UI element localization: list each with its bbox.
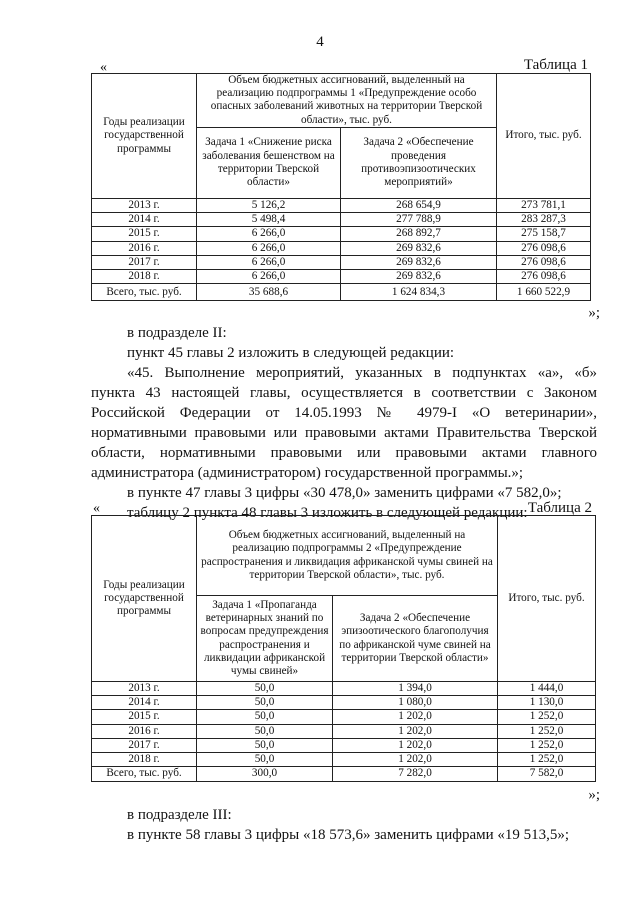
total-cell: 1 252,0: [498, 753, 596, 767]
table-row: [92, 724, 596, 738]
task2-cell: 7 282,0: [333, 767, 498, 781]
table2: [91, 515, 596, 782]
year-cell: 2018 г.: [92, 753, 197, 767]
table-row: [92, 738, 596, 752]
task2-cell: 1 080,0: [333, 696, 498, 710]
total-cell: 1 444,0: [498, 682, 596, 696]
task1-cell: 50,0: [197, 710, 333, 724]
table2-header-task1: Задача 1 «Пропаганда ветеринарных знаний по вопросам предупреждения распространения и ликвидации африканской чумы свиней»: [197, 596, 333, 682]
task2-cell: 268 654,9: [341, 198, 497, 212]
year-cell: 2015 г.: [92, 227, 197, 241]
task1-cell: 5 126,2: [197, 198, 341, 212]
year-cell: 2016 г.: [92, 724, 197, 738]
table-row: [92, 269, 591, 283]
task1-cell: 6 266,0: [197, 269, 341, 283]
total-cell: 275 158,7: [497, 227, 591, 241]
item45-line-6: администратора (администратором) государственной программы.»;: [91, 465, 524, 481]
subsection-iii: в подразделе III:: [127, 807, 232, 823]
task1-cell: 6 266,0: [197, 227, 341, 241]
table1-open-quote: «: [100, 60, 107, 75]
task1-cell: 6 266,0: [197, 241, 341, 255]
table1-header-total: Итого, тыс. руб.: [497, 74, 591, 199]
year-cell: 2017 г.: [92, 255, 197, 269]
total-cell: 276 098,6: [497, 255, 591, 269]
item45-line-4: нормативными правовыми или правовыми актами Правительства Тверской: [91, 425, 597, 441]
task1-cell: 6 266,0: [197, 255, 341, 269]
year-cell: 2018 г.: [92, 269, 197, 283]
task1-cell: 300,0: [197, 767, 333, 781]
table-row: [92, 753, 596, 767]
table1: [91, 73, 591, 301]
table1-close-quote: »;: [588, 305, 600, 321]
total-cell: 1 252,0: [498, 724, 596, 738]
item45-line-1: «45. Выполнение мероприятий, указанных в подпунктах «а», «б»: [127, 365, 597, 381]
task2-cell: 1 202,0: [333, 724, 498, 738]
total-cell: 273 781,1: [497, 198, 591, 212]
subsection-ii: в подразделе II:: [127, 325, 227, 341]
table-row: [92, 696, 596, 710]
task2-cell: 269 832,6: [341, 269, 497, 283]
table-row: [92, 255, 591, 269]
table1-header-main: Объем бюджетных ассигнований, выделенный на реализацию подпрограммы 1 «Предупреждение особо опасных заболеваний животных на территории Тверской области», тыс. руб.: [197, 74, 497, 128]
year-cell: 2015 г.: [92, 710, 197, 724]
table-row-total: [92, 284, 591, 301]
item45-line-5: области, нормативными правовыми или правовыми актами главного: [91, 445, 597, 461]
table2-close-quote: »;: [588, 787, 600, 803]
table2-caption: Таблица 2: [527, 500, 592, 516]
total-cell: 276 098,6: [497, 269, 591, 283]
table2-open-quote: «: [93, 501, 100, 516]
task2-cell: 1 202,0: [333, 753, 498, 767]
table-row: [92, 227, 591, 241]
task1-cell: 50,0: [197, 724, 333, 738]
table2-header-main: Объем бюджетных ассигнований, выделенный на реализацию подпрограммы 2 «Предупреждение распространения и ликвидация африканской чумы свиней на территории Тверской области», тыс. руб.: [197, 516, 498, 596]
year-cell: Всего, тыс. руб.: [92, 284, 197, 301]
year-cell: 2014 г.: [92, 213, 197, 227]
task2-cell: 1 624 834,3: [341, 284, 497, 301]
task2-cell: 1 394,0: [333, 682, 498, 696]
total-cell: 1 660 522,9: [497, 284, 591, 301]
year-cell: 2014 г.: [92, 696, 197, 710]
task1-cell: 50,0: [197, 738, 333, 752]
task1-cell: 50,0: [197, 682, 333, 696]
total-cell: 1 252,0: [498, 738, 596, 752]
item45-line-2: пункта 43 настоящей главы, осуществляется в соответствии с Законом: [91, 385, 597, 401]
table1-header-task2: Задача 2 «Обеспечение проведения противоэпизоотических мероприятий»: [341, 127, 497, 198]
task1-cell: 5 498,4: [197, 213, 341, 227]
item58: в пункте 58 главы 3 цифры «18 573,6» заменить цифрами «19 513,5»;: [127, 827, 570, 843]
table-row: [92, 682, 596, 696]
table-row: [92, 710, 596, 724]
task2-cell: 269 832,6: [341, 255, 497, 269]
year-cell: 2017 г.: [92, 738, 197, 752]
task2-cell: 268 892,7: [341, 227, 497, 241]
task1-cell: 35 688,6: [197, 284, 341, 301]
task1-cell: 50,0: [197, 696, 333, 710]
task2-cell: 1 202,0: [333, 738, 498, 752]
table2-header-years: Годы реализации государственной программы: [92, 516, 197, 682]
total-cell: 283 287,3: [497, 213, 591, 227]
year-cell: 2016 г.: [92, 241, 197, 255]
table-row: [92, 241, 591, 255]
table2-header-task2: Задача 2 «Обеспечение эпизоотического благополучия по африканской чуме свиней на территории Тверской области»: [333, 596, 498, 682]
total-cell: 1 252,0: [498, 710, 596, 724]
table-row: [92, 213, 591, 227]
page-number: 4: [316, 34, 324, 50]
task2-cell: 277 788,9: [341, 213, 497, 227]
task2-cell: 269 832,6: [341, 241, 497, 255]
task1-cell: 50,0: [197, 753, 333, 767]
item45-line-3: Российской Федерации от 14.05.1993 № 4979-I «О ветеринарии»,: [91, 405, 597, 421]
year-cell: Всего, тыс. руб.: [92, 767, 197, 781]
table2-header-total: Итого, тыс. руб.: [498, 516, 596, 682]
table1-header-years: Годы реализации государственной программы: [92, 74, 197, 199]
item45-intro: пункт 45 главы 2 изложить в следующей редакции:: [127, 345, 455, 361]
table-row-total: [92, 767, 596, 781]
year-cell: 2013 г.: [92, 682, 197, 696]
item48: таблицу 2 пункта 48 главы 3 изложить в следующей редакции:: [127, 505, 528, 521]
table1-header-task1: Задача 1 «Снижение риска заболевания бешенством на территории Тверской области»: [197, 127, 341, 198]
table1-caption: Таблица 1: [523, 57, 588, 73]
total-cell: 7 582,0: [498, 767, 596, 781]
total-cell: 1 130,0: [498, 696, 596, 710]
total-cell: 276 098,6: [497, 241, 591, 255]
table-row: [92, 198, 591, 212]
item47: в пункте 47 главы 3 цифры «30 478,0» заменить цифрами «7 582,0»;: [127, 485, 562, 501]
year-cell: 2013 г.: [92, 198, 197, 212]
task2-cell: 1 202,0: [333, 710, 498, 724]
